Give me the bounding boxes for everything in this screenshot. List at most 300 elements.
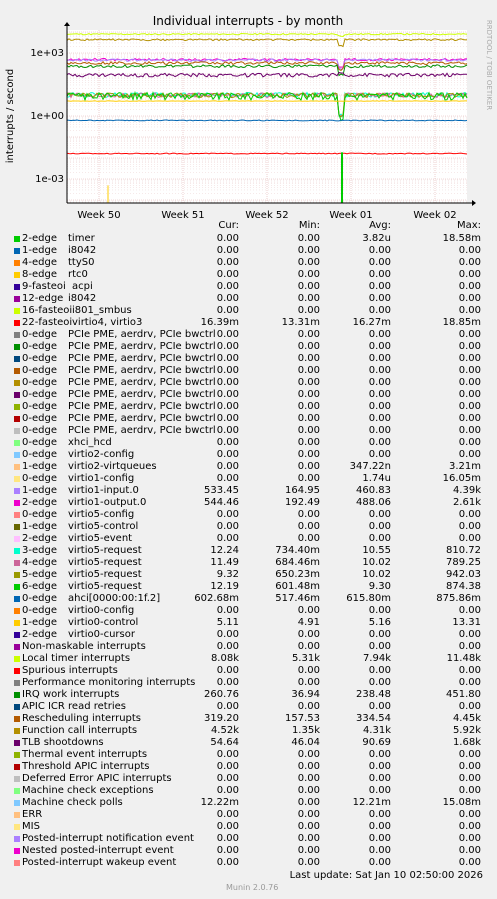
legend-avg: 0.00 [368, 449, 391, 460]
legend-swatch [14, 716, 20, 722]
legend-swatch [14, 464, 20, 470]
legend-min: 0.00 [297, 365, 320, 376]
legend-swatch [14, 524, 20, 530]
legend-avg: 0.00 [368, 533, 391, 544]
legend-max: 810.72 [446, 545, 481, 556]
legend-swatch [14, 536, 20, 542]
legend-avg: 10.02 [362, 557, 391, 568]
x-tick-label: Week 50 [77, 210, 121, 221]
chart-plot [0, 0, 497, 221]
legend-cur: 0.00 [216, 605, 239, 616]
legend-swatch [14, 860, 20, 866]
legend-min: 0.00 [297, 833, 320, 844]
legend-swatch [14, 332, 20, 338]
legend-cur: 544.46 [204, 497, 239, 508]
legend-series-desc: Nested posted-interrupt event [22, 845, 174, 856]
legend-swatch [14, 248, 20, 254]
legend-cur: 0.00 [216, 413, 239, 424]
legend-series-desc: Performance monitoring interrupts [22, 677, 196, 688]
legend-min: 0.00 [297, 269, 320, 280]
legend-series-desc: PCIe PME, aerdrv, PCIe bwctrl [68, 389, 216, 400]
legend-min: 13.31m [281, 317, 320, 328]
legend-series-name: 1-edge [22, 521, 57, 532]
legend-series-name: 0-edge [22, 509, 57, 520]
legend-avg: 0.00 [368, 665, 391, 676]
legend-series-name: 2-edge [22, 233, 57, 244]
legend-series-name: 5-edge [22, 569, 57, 580]
legend-avg: 334.54 [356, 713, 391, 724]
legend-cur: 54.64 [210, 737, 239, 748]
legend-max: 0.00 [458, 269, 481, 280]
legend-min: 0.00 [297, 785, 320, 796]
legend-cur: 0.00 [216, 629, 239, 640]
legend-swatch [14, 284, 20, 290]
legend-cur: 11.49 [210, 557, 239, 568]
legend-series-desc: PCIe PME, aerdrv, PCIe bwctrl [68, 341, 216, 352]
legend-max: 0.00 [458, 449, 481, 460]
legend-swatch [14, 812, 20, 818]
legend-cur: 319.20 [204, 713, 239, 724]
legend-min: 0.00 [297, 389, 320, 400]
legend-max: 0.00 [458, 329, 481, 340]
legend-max: 0.00 [458, 377, 481, 388]
legend-max: 0.00 [458, 521, 481, 532]
legend-max: 11.48k [446, 653, 481, 664]
legend-min: 0.00 [297, 749, 320, 760]
legend-series-desc: virtio4, virtio3 [72, 317, 143, 328]
legend-series-name: 0-edge [22, 341, 57, 352]
legend-cur: 0.00 [216, 365, 239, 376]
legend-max: 0.00 [458, 305, 481, 316]
legend-swatch [14, 488, 20, 494]
legend-cur: 0.00 [216, 377, 239, 388]
legend-swatch [14, 644, 20, 650]
legend-cur: 0.00 [216, 401, 239, 412]
legend-series-desc: Thermal event interrupts [22, 749, 148, 760]
legend-swatch [14, 776, 20, 782]
legend-max: 0.00 [458, 281, 481, 292]
legend-series-desc: Rescheduling interrupts [22, 713, 142, 724]
legend-series-desc: virtio2-config [68, 449, 135, 460]
legend-series-desc: Posted-interrupt wakeup event [22, 857, 177, 868]
legend-avg: 0.00 [368, 425, 391, 436]
legend-series-name: 4-edge [22, 257, 57, 268]
legend-swatch [14, 584, 20, 590]
legend-max: 0.00 [458, 605, 481, 616]
x-tick-label: Week 02 [413, 210, 457, 221]
legend-avg: 0.00 [368, 329, 391, 340]
legend-swatch [14, 344, 20, 350]
legend-min: 517.46m [275, 593, 320, 604]
legend-swatch [14, 656, 20, 662]
legend-swatch [14, 260, 20, 266]
legend-max: 0.00 [458, 665, 481, 676]
legend-min: 0.00 [297, 509, 320, 520]
legend-max: 0.00 [458, 413, 481, 424]
legend-cur: 0.00 [216, 701, 239, 712]
legend-avg: 0.00 [368, 701, 391, 712]
legend-avg: 0.00 [368, 821, 391, 832]
legend-max: 0.00 [458, 701, 481, 712]
legend-series-desc: PCIe PME, aerdrv, PCIe bwctrl [68, 413, 216, 424]
legend-cur: 0.00 [216, 293, 239, 304]
legend-min: 601.48m [275, 581, 320, 592]
legend-min: 0.00 [297, 449, 320, 460]
legend-series-name: 0-edge [22, 401, 57, 412]
y-tick-label: 1e-03 [35, 174, 64, 185]
legend-max: 0.00 [458, 785, 481, 796]
legend-cur: 0.00 [216, 665, 239, 676]
legend-series-name: 0-edge [22, 593, 57, 604]
legend-min: 157.53 [285, 713, 320, 724]
legend-series-name: 0-edge [22, 413, 57, 424]
legend-max: 0.00 [458, 293, 481, 304]
legend-cur: 0.00 [216, 461, 239, 472]
legend-series-desc: PCIe PME, aerdrv, PCIe bwctrl [68, 365, 216, 376]
legend-avg: 0.00 [368, 281, 391, 292]
legend-swatch [14, 728, 20, 734]
legend-cur: 0.00 [216, 281, 239, 292]
legend-cur: 9.32 [216, 569, 239, 580]
legend-avg: 0.00 [368, 245, 391, 256]
legend-swatch [14, 416, 20, 422]
legend-swatch [14, 380, 20, 386]
legend-avg: 5.16 [368, 617, 391, 628]
legend-series-desc: virtio5-request [68, 545, 142, 556]
legend-series-name: 2-edge [22, 497, 57, 508]
legend-avg: 4.31k [362, 725, 391, 736]
legend-max: 0.00 [458, 437, 481, 448]
legend-min: 0.00 [297, 473, 320, 484]
legend-avg: 0.00 [368, 401, 391, 412]
legend-max: 4.45k [452, 713, 481, 724]
legend-series-name: 0-edge [22, 449, 57, 460]
x-tick-label: Week 52 [245, 210, 289, 221]
legend-series-desc: rtc0 [68, 269, 88, 280]
legend-avg: 0.00 [368, 857, 391, 868]
legend-cur: 8.08k [210, 653, 239, 664]
legend-series-desc: PCIe PME, aerdrv, PCIe bwctrl [68, 401, 216, 412]
legend-cur: 0.00 [216, 533, 239, 544]
legend-max: 2.61k [452, 497, 481, 508]
legend-cur: 0.00 [216, 425, 239, 436]
legend-cur: 260.76 [204, 689, 239, 700]
legend-swatch [14, 668, 20, 674]
legend-min: 0.00 [297, 257, 320, 268]
legend-avg: 0.00 [368, 773, 391, 784]
legend-max: 0.00 [458, 425, 481, 436]
legend-max: 1.68k [452, 737, 481, 748]
legend-series-name: 8-edge [22, 269, 57, 280]
legend-cur: 0.00 [216, 341, 239, 352]
legend-cur: 0.00 [216, 677, 239, 688]
legend-series-name: 0-edge [22, 473, 57, 484]
legend-max: 0.00 [458, 353, 481, 364]
legend-avg: 0.00 [368, 605, 391, 616]
legend-swatch [14, 500, 20, 506]
legend-swatch [14, 572, 20, 578]
legend-avg: 0.00 [368, 761, 391, 772]
legend-min: 0.00 [297, 437, 320, 448]
legend-avg: 3.82u [362, 233, 391, 244]
legend-avg: 0.00 [368, 389, 391, 400]
legend-series-desc: ahci[0000:00:1f.2] [68, 593, 161, 604]
legend-min: 0.00 [297, 233, 320, 244]
legend-avg: 0.00 [368, 641, 391, 652]
legend-series-desc: virtio5-control [68, 521, 139, 532]
legend-min: 734.40m [275, 545, 320, 556]
legend-swatch [14, 368, 20, 374]
legend-avg: 460.83 [356, 485, 391, 496]
legend-series-desc: i801_smbus [72, 305, 132, 316]
series-line-32 [67, 101, 467, 102]
legend-cur: 0.00 [216, 641, 239, 652]
legend-min: 0.00 [297, 821, 320, 832]
legend-max: 5.92k [452, 725, 481, 736]
legend-swatch [14, 596, 20, 602]
legend-series-name: 1-edge [22, 485, 57, 496]
legend-swatch [14, 788, 20, 794]
legend-series-desc: virtio1-config [68, 473, 135, 484]
legend-swatch [14, 476, 20, 482]
legend-swatch [14, 356, 20, 362]
legend-min: 684.46m [275, 557, 320, 568]
legend-min: 192.49 [285, 497, 320, 508]
legend-series-name: 0-edge [22, 353, 57, 364]
legend-series-name: 22-fasteoi [22, 317, 73, 328]
legend-avg: 0.00 [368, 377, 391, 388]
chart-title: Individual interrupts - by month [152, 14, 344, 28]
legend-avg: 12.21m [352, 797, 391, 808]
legend-swatch [14, 680, 20, 686]
legend-min: 0.00 [297, 353, 320, 364]
legend-min: 0.00 [297, 521, 320, 532]
legend-max: 874.38 [446, 581, 481, 592]
legend-max: 0.00 [458, 389, 481, 400]
legend-cur: 0.00 [216, 473, 239, 484]
legend-swatch [14, 452, 20, 458]
legend-swatch [14, 836, 20, 842]
legend-swatch [14, 320, 20, 326]
legend-series-name: 0-edge [22, 377, 57, 388]
legend-series-desc: virtio0-config [68, 605, 135, 616]
legend-cur: 0.00 [216, 449, 239, 460]
legend-min: 1.35k [291, 725, 320, 736]
legend-min: 0.00 [297, 461, 320, 472]
legend-series-name: 2-edge [22, 533, 57, 544]
legend-min: 650.23m [275, 569, 320, 580]
legend-cur: 0.00 [216, 437, 239, 448]
legend-min: 0.00 [297, 797, 320, 808]
legend-avg: 0.00 [368, 293, 391, 304]
legend-cur: 0.00 [216, 353, 239, 364]
x-axis-arrow [472, 200, 476, 206]
legend-series-desc: Threshold APIC interrupts [22, 761, 150, 772]
legend-avg: 0.00 [368, 341, 391, 352]
legend-series-name: 3-edge [22, 545, 57, 556]
legend-series-desc: PCIe PME, aerdrv, PCIe bwctrl [68, 329, 216, 340]
legend-min: 0.00 [297, 341, 320, 352]
legend-cur: 0.00 [216, 329, 239, 340]
legend-cur: 0.00 [216, 257, 239, 268]
legend-max: 0.00 [458, 533, 481, 544]
legend-max: 0.00 [458, 821, 481, 832]
legend-min: 0.00 [297, 425, 320, 436]
legend-cur: 0.00 [216, 821, 239, 832]
legend-series-name: 0-edge [22, 605, 57, 616]
legend-min: 0.00 [297, 401, 320, 412]
legend-cur: 0.00 [216, 389, 239, 400]
legend-max: 0.00 [458, 857, 481, 868]
legend-min: 0.00 [297, 377, 320, 388]
legend-swatch [14, 800, 20, 806]
legend-avg: 10.55 [362, 545, 391, 556]
rrdtool-label: RRDTOOL / TOBI OETIKER [485, 19, 493, 111]
legend-max: 0.00 [458, 401, 481, 412]
legend-max: 0.00 [458, 809, 481, 820]
legend-min: 164.95 [285, 485, 320, 496]
legend-swatch [14, 308, 20, 314]
legend-cur: 0.00 [216, 773, 239, 784]
legend-max: 3.21m [448, 461, 481, 472]
legend-min: 0.00 [297, 677, 320, 688]
legend-min: 0.00 [297, 701, 320, 712]
legend-avg: 347.22n [349, 461, 391, 472]
legend-min: 0.00 [297, 665, 320, 676]
legend-series-desc: virtio1-output.0 [68, 497, 147, 508]
legend-max: 0.00 [458, 365, 481, 376]
legend-cur: 0.00 [216, 509, 239, 520]
legend-min: 0.00 [297, 413, 320, 424]
legend-avg: 16.27m [352, 317, 391, 328]
legend-series-name: 1-edge [22, 461, 57, 472]
legend-avg: 0.00 [368, 413, 391, 424]
legend-max: 0.00 [458, 641, 481, 652]
legend-series-desc: Local timer interrupts [22, 653, 131, 664]
legend-swatch [14, 752, 20, 758]
legend-column-header: Min: [298, 220, 320, 231]
legend-avg: 0.00 [368, 365, 391, 376]
legend-min: 0.00 [297, 845, 320, 856]
legend-max: 0.00 [458, 845, 481, 856]
legend-cur: 0.00 [216, 785, 239, 796]
legend-series-name: 0-edge [22, 389, 57, 400]
legend-avg: 0.00 [368, 677, 391, 688]
legend-min: 0.00 [297, 245, 320, 256]
legend-max: 0.00 [458, 245, 481, 256]
legend-series-desc: ERR [22, 809, 43, 820]
y-tick-label: 1e+03 [30, 48, 64, 59]
legend-min: 4.91 [297, 617, 320, 628]
legend-cur: 602.68m [194, 593, 239, 604]
legend-swatch [14, 296, 20, 302]
y-tick-label: 1e+00 [30, 111, 64, 122]
legend-series-name: 4-edge [22, 557, 57, 568]
legend-series-desc: acpi [72, 281, 93, 292]
legend-cur: 0.00 [216, 521, 239, 532]
legend-avg: 0.00 [368, 269, 391, 280]
legend-min: 0.00 [297, 281, 320, 292]
legend-avg: 0.00 [368, 257, 391, 268]
legend-avg: 0.00 [368, 809, 391, 820]
legend-series-desc: Posted-interrupt notification event [22, 833, 194, 844]
legend-cur: 0.00 [216, 761, 239, 772]
legend-series-desc: i8042 [68, 245, 97, 256]
legend-max: 0.00 [458, 749, 481, 760]
legend-series-desc: virtio5-request [68, 581, 142, 592]
legend-series-desc: xhci_hcd [68, 437, 112, 448]
legend-series-desc: IRQ work interrupts [22, 689, 120, 700]
legend-avg: 0.00 [368, 749, 391, 760]
legend-max: 875.86m [436, 593, 481, 604]
legend-max: 451.80 [446, 689, 481, 700]
legend-avg: 1.74u [362, 473, 391, 484]
legend-series-name: 1-edge [22, 245, 57, 256]
legend-cur: 12.19 [210, 581, 239, 592]
legend-swatch [14, 392, 20, 398]
legend-max: 789.25 [446, 557, 481, 568]
legend-avg: 0.00 [368, 353, 391, 364]
legend-swatch [14, 620, 20, 626]
legend-series-desc: PCIe PME, aerdrv, PCIe bwctrl [68, 425, 216, 436]
legend-cur: 0.00 [216, 809, 239, 820]
legend-max: 4.39k [452, 485, 481, 496]
legend-cur: 533.45 [204, 485, 239, 496]
legend-avg: 0.00 [368, 305, 391, 316]
legend-series-desc: i8042 [68, 293, 97, 304]
legend-cur: 0.00 [216, 233, 239, 244]
legend-swatch [14, 272, 20, 278]
legend-max: 0.00 [458, 341, 481, 352]
legend-min: 46.04 [291, 737, 320, 748]
legend-series-desc: virtio5-request [68, 569, 142, 580]
legend-series-desc: virtio5-request [68, 557, 142, 568]
legend-min: 0.00 [297, 773, 320, 784]
legend-series-desc: virtio5-event [68, 533, 133, 544]
legend-swatch [14, 440, 20, 446]
legend-series-name: 2-edge [22, 629, 57, 640]
legend-column-header: Max: [456, 220, 481, 231]
legend-max: 13.31 [452, 617, 481, 628]
legend-swatch [14, 632, 20, 638]
legend-swatch [14, 548, 20, 554]
legend-series-desc: virtio0-control [68, 617, 139, 628]
legend-swatch [14, 764, 20, 770]
legend-series-name: 1-edge [22, 617, 57, 628]
legend-avg: 9.30 [368, 581, 391, 592]
legend-cur: 12.22m [200, 797, 239, 808]
legend-series-name: 0-edge [22, 365, 57, 376]
last-update: Last update: Sat Jan 10 02:50:00 2026 [289, 870, 483, 881]
legend-swatch [14, 740, 20, 746]
legend-min: 0.00 [297, 605, 320, 616]
legend-max: 18.58m [442, 233, 481, 244]
legend-swatch [14, 428, 20, 434]
legend-avg: 0.00 [368, 521, 391, 532]
legend-avg: 7.94k [362, 653, 391, 664]
legend-avg: 0.00 [368, 833, 391, 844]
legend-series-desc: Machine check exceptions [22, 785, 154, 796]
legend-min: 0.00 [297, 293, 320, 304]
legend-series-desc: ttyS0 [68, 257, 95, 268]
legend-avg: 90.69 [362, 737, 391, 748]
legend-series-desc: Deferred Error APIC interrupts [22, 773, 172, 784]
legend-swatch [14, 704, 20, 710]
legend-max: 16.05m [442, 473, 481, 484]
legend-max: 15.08m [442, 797, 481, 808]
x-tick-label: Week 01 [329, 210, 373, 221]
legend-min: 0.00 [297, 629, 320, 640]
